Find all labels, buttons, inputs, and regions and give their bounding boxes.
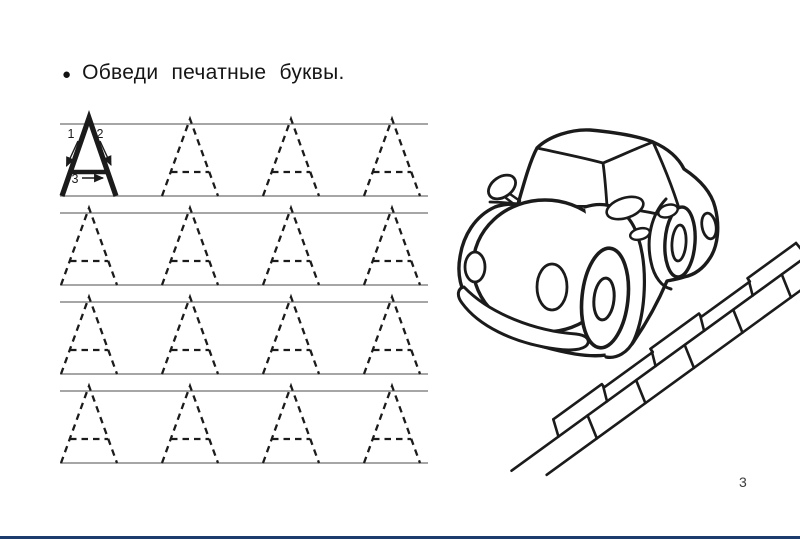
dashed-letter-А: [364, 386, 420, 463]
dashed-letter-А: [364, 119, 420, 196]
dashed-letter-А: [364, 208, 420, 285]
stroke-number-1: 1: [67, 127, 75, 141]
example-letter-A: [62, 118, 116, 196]
dashed-letter-А: [61, 386, 117, 463]
dashed-letter-А: [263, 208, 319, 285]
dashed-letter-А: [263, 297, 319, 374]
bullet-icon: ●: [62, 65, 72, 83]
stroke-number-2: 2: [96, 127, 104, 141]
side-mirror: [484, 170, 520, 204]
dashed-letter-А: [61, 208, 117, 285]
stroke-number-3: 3: [71, 172, 79, 186]
dashed-letter-А: [61, 297, 117, 374]
car-illustration: [458, 130, 718, 357]
dashed-letter-А: [364, 297, 420, 374]
headlight: [465, 252, 485, 282]
dashed-letter-А: [162, 208, 218, 285]
dashed-letter-А: [162, 119, 218, 196]
page-number: 3: [739, 474, 747, 490]
tracing-rows: [60, 119, 428, 463]
fender-wheel-opening: [537, 264, 567, 310]
page-title: Обведи печатные буквы.: [82, 61, 345, 84]
dashed-letter-А: [263, 386, 319, 463]
dashed-letter-А: [162, 386, 218, 463]
dashed-letter-А: [263, 119, 319, 196]
dashed-letter-А: [162, 297, 218, 374]
